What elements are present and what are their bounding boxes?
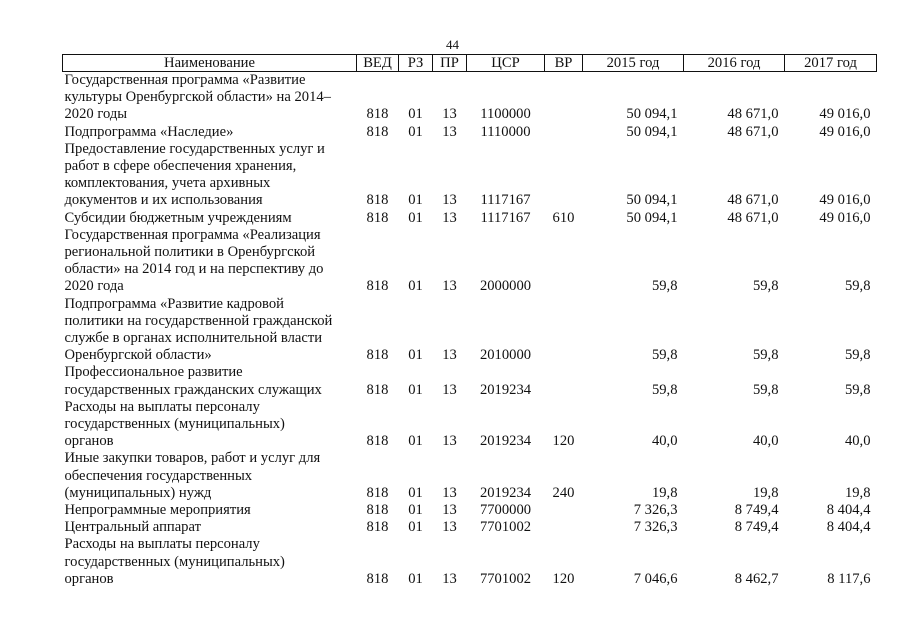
cell-2015: 59,8 bbox=[651, 278, 678, 295]
cell-pr: 13 bbox=[442, 209, 457, 226]
table-row bbox=[63, 124, 877, 141]
cell-ved: 818 bbox=[366, 502, 389, 519]
cell-ved: 818 bbox=[366, 519, 389, 536]
row-name-line: государственных (муниципальных) bbox=[64, 553, 285, 570]
table-row bbox=[63, 502, 877, 519]
cell-pr: 13 bbox=[442, 519, 457, 536]
cell-2017: 59,8 bbox=[844, 381, 871, 398]
cell-rz: 01 bbox=[408, 106, 423, 123]
row-name bbox=[63, 519, 357, 536]
row-name bbox=[63, 399, 357, 451]
cell-2016: 59,8 bbox=[752, 347, 779, 364]
cell-2015: 19,8 bbox=[651, 484, 678, 501]
cell-csr: 1100000 bbox=[480, 106, 531, 123]
row-name-line: Государственная программа «Реализация bbox=[64, 226, 321, 243]
cell-2017: 49 016,0 bbox=[819, 209, 871, 226]
cell-csr: 1117167 bbox=[480, 192, 531, 209]
cell-2017: 59,8 bbox=[844, 347, 871, 364]
cell-vr bbox=[545, 141, 583, 210]
cell-vr bbox=[545, 72, 583, 124]
row-name-line: Подпрограмма «Наследие» bbox=[64, 123, 234, 140]
cell-2016: 40,0 bbox=[752, 433, 779, 450]
cell-csr: 7701002 bbox=[479, 519, 532, 536]
cell-ved: 818 bbox=[366, 570, 389, 587]
row-name-line: (муниципальных) нужд bbox=[64, 484, 212, 501]
cell-2017: 59,8 bbox=[844, 278, 871, 295]
cell-rz: 01 bbox=[408, 278, 423, 295]
header-2015: 2015 год bbox=[583, 55, 684, 72]
row-name bbox=[63, 296, 357, 365]
row-name-line: культуры Оренбургской области» на 2014– bbox=[64, 89, 331, 106]
cell-2015: 50 094,1 bbox=[626, 192, 678, 209]
cell-2016: 8 749,4 bbox=[734, 519, 779, 536]
cell-2017: 8 404,4 bbox=[826, 519, 871, 536]
cell-vr bbox=[545, 519, 583, 536]
cell-2016: 59,8 bbox=[752, 278, 779, 295]
cell-rz: 01 bbox=[408, 381, 423, 398]
cell-vr: 120 bbox=[552, 570, 575, 587]
cell-2015: 7 326,3 bbox=[633, 519, 678, 536]
row-name-line: обеспечения государственных bbox=[64, 467, 253, 484]
cell-csr: 1117167 bbox=[480, 209, 531, 226]
cell-pr: 13 bbox=[442, 106, 457, 123]
cell-2015: 59,8 bbox=[651, 381, 678, 398]
cell-ved: 818 bbox=[366, 433, 389, 450]
row-name-line: Подпрограмма «Развитие кадровой bbox=[64, 295, 284, 312]
cell-2015: 40,0 bbox=[651, 433, 678, 450]
row-name-line: органов bbox=[64, 570, 114, 587]
page-number: 44 bbox=[446, 37, 459, 52]
cell-2016: 8 749,4 bbox=[734, 502, 779, 519]
cell-pr: 13 bbox=[442, 123, 457, 140]
cell-rz: 01 bbox=[408, 502, 423, 519]
row-name-line: области» на 2014 год и на перспективу до bbox=[64, 261, 324, 278]
table-header bbox=[63, 55, 877, 72]
row-name-line: Оренбургской области» bbox=[64, 347, 212, 364]
cell-ved: 818 bbox=[366, 484, 389, 501]
row-name bbox=[63, 536, 357, 588]
row-name-line: 2020 года bbox=[64, 278, 124, 295]
cell-vr bbox=[545, 124, 583, 141]
cell-vr: 240 bbox=[552, 484, 575, 501]
header-csr: ЦСР bbox=[467, 55, 545, 72]
header-name: Наименование bbox=[63, 55, 357, 72]
cell-ved: 818 bbox=[366, 192, 389, 209]
row-name-line: Государственная программа «Развитие bbox=[64, 72, 306, 88]
cell-csr: 2019234 bbox=[479, 381, 532, 398]
cell-rz: 01 bbox=[408, 347, 423, 364]
cell-vr bbox=[545, 364, 583, 398]
row-name-line: Расходы на выплаты персоналу bbox=[64, 536, 260, 553]
cell-2017: 49 016,0 bbox=[819, 192, 871, 209]
header-2016: 2016 год bbox=[684, 55, 785, 72]
header-pr: ПР bbox=[433, 55, 467, 72]
cell-vr bbox=[545, 227, 583, 296]
row-name bbox=[63, 502, 357, 519]
cell-2017: 49 016,0 bbox=[819, 123, 871, 140]
cell-rz: 01 bbox=[408, 433, 423, 450]
cell-pr: 13 bbox=[442, 192, 457, 209]
cell-vr: 610 bbox=[552, 209, 575, 226]
cell-ved: 818 bbox=[366, 278, 389, 295]
table-row bbox=[63, 519, 877, 536]
cell-pr: 13 bbox=[442, 347, 457, 364]
row-name bbox=[63, 227, 357, 296]
table-row bbox=[63, 227, 877, 296]
table-body bbox=[63, 72, 877, 589]
cell-csr: 2019234 bbox=[479, 484, 532, 501]
cell-2015: 50 094,1 bbox=[626, 209, 678, 226]
cell-csr: 2019234 bbox=[479, 433, 532, 450]
cell-rz: 01 bbox=[408, 519, 423, 536]
row-name-line: региональной политики в Оренбургской bbox=[64, 244, 316, 261]
header-rz: РЗ bbox=[399, 55, 433, 72]
row-name-line: Непрограммные мероприятия bbox=[64, 502, 251, 519]
cell-pr: 13 bbox=[442, 433, 457, 450]
cell-rz: 01 bbox=[408, 570, 423, 587]
cell-2015: 7 326,3 bbox=[633, 502, 678, 519]
cell-pr: 13 bbox=[442, 570, 457, 587]
cell-2017: 40,0 bbox=[844, 433, 871, 450]
row-name-line: государственных гражданских служащих bbox=[64, 381, 322, 398]
row-name-line: службе в органах исполнительной власти bbox=[64, 330, 323, 347]
row-name-line: документов и их использования bbox=[64, 192, 263, 209]
header-row bbox=[63, 55, 877, 72]
cell-csr: 1110000 bbox=[480, 123, 531, 140]
cell-2016: 48 671,0 bbox=[727, 192, 779, 209]
cell-2017: 8 117,6 bbox=[827, 570, 871, 587]
row-name bbox=[63, 72, 357, 124]
cell-ved: 818 bbox=[366, 381, 389, 398]
cell-rz: 01 bbox=[408, 484, 423, 501]
table-row bbox=[63, 72, 877, 124]
row-name-line: Предоставление государственных услуг и bbox=[64, 140, 325, 157]
row-name-line: 2020 годы bbox=[64, 106, 128, 123]
row-name-line: Субсидии бюджетным учреждениям bbox=[64, 209, 292, 226]
table-row bbox=[63, 364, 877, 398]
table-row bbox=[63, 296, 877, 365]
header-2017: 2017 год bbox=[785, 55, 877, 72]
cell-2016: 8 462,7 bbox=[734, 570, 779, 587]
table-row bbox=[63, 450, 877, 502]
cell-rz: 01 bbox=[408, 192, 423, 209]
cell-2016: 48 671,0 bbox=[727, 106, 779, 123]
cell-rz: 01 bbox=[408, 123, 423, 140]
row-name-line: политики на государственной гражданской bbox=[64, 312, 333, 329]
cell-2015: 7 046,6 bbox=[633, 570, 678, 587]
row-name-line: комплектования, учета архивных bbox=[64, 175, 271, 192]
cell-vr: 120 bbox=[552, 433, 575, 450]
cell-2017: 19,8 bbox=[844, 484, 871, 501]
cell-ved: 818 bbox=[366, 106, 389, 123]
row-name-line: государственных (муниципальных) bbox=[64, 416, 285, 433]
row-name-line: Центральный аппарат bbox=[64, 519, 201, 536]
row-name bbox=[63, 210, 357, 227]
cell-2015: 59,8 bbox=[651, 347, 678, 364]
cell-2016: 48 671,0 bbox=[727, 123, 779, 140]
cell-csr: 7701002 bbox=[479, 570, 532, 587]
cell-2016: 19,8 bbox=[752, 484, 779, 501]
row-name bbox=[63, 124, 357, 141]
cell-ved: 818 bbox=[366, 347, 389, 364]
table-row bbox=[63, 141, 877, 210]
cell-ved: 818 bbox=[366, 123, 389, 140]
cell-vr bbox=[545, 296, 583, 365]
cell-vr bbox=[545, 502, 583, 519]
row-name-line: работ в сфере обеспечения хранения, bbox=[64, 158, 297, 175]
cell-csr: 7700000 bbox=[479, 502, 532, 519]
row-name bbox=[63, 364, 357, 398]
cell-csr: 2000000 bbox=[479, 278, 532, 295]
cell-pr: 13 bbox=[442, 502, 457, 519]
cell-2016: 48 671,0 bbox=[727, 209, 779, 226]
cell-rz: 01 bbox=[408, 209, 423, 226]
cell-2017: 49 016,0 bbox=[819, 106, 871, 123]
cell-pr: 13 bbox=[442, 484, 457, 501]
cell-csr: 2010000 bbox=[479, 347, 532, 364]
budget-table bbox=[62, 54, 877, 588]
header-ved: ВЕД bbox=[357, 55, 399, 72]
cell-2017: 8 404,4 bbox=[826, 502, 871, 519]
table-row bbox=[63, 399, 877, 451]
row-name-line: органов bbox=[64, 433, 114, 450]
cell-pr: 13 bbox=[442, 278, 457, 295]
cell-2016: 59,8 bbox=[752, 381, 779, 398]
row-name-line: Профессиональное развитие bbox=[64, 364, 243, 381]
row-name-line: Расходы на выплаты персоналу bbox=[64, 398, 260, 415]
row-name bbox=[63, 141, 357, 210]
row-name-line: Иные закупки товаров, работ и услуг для bbox=[64, 450, 321, 467]
table-row bbox=[63, 536, 877, 588]
table-row bbox=[63, 210, 877, 227]
cell-pr: 13 bbox=[442, 381, 457, 398]
cell-ved: 818 bbox=[366, 209, 389, 226]
row-name bbox=[63, 450, 357, 502]
cell-2015: 50 094,1 bbox=[626, 106, 678, 123]
cell-2015: 50 094,1 bbox=[626, 123, 678, 140]
header-vr: ВР bbox=[545, 55, 583, 72]
